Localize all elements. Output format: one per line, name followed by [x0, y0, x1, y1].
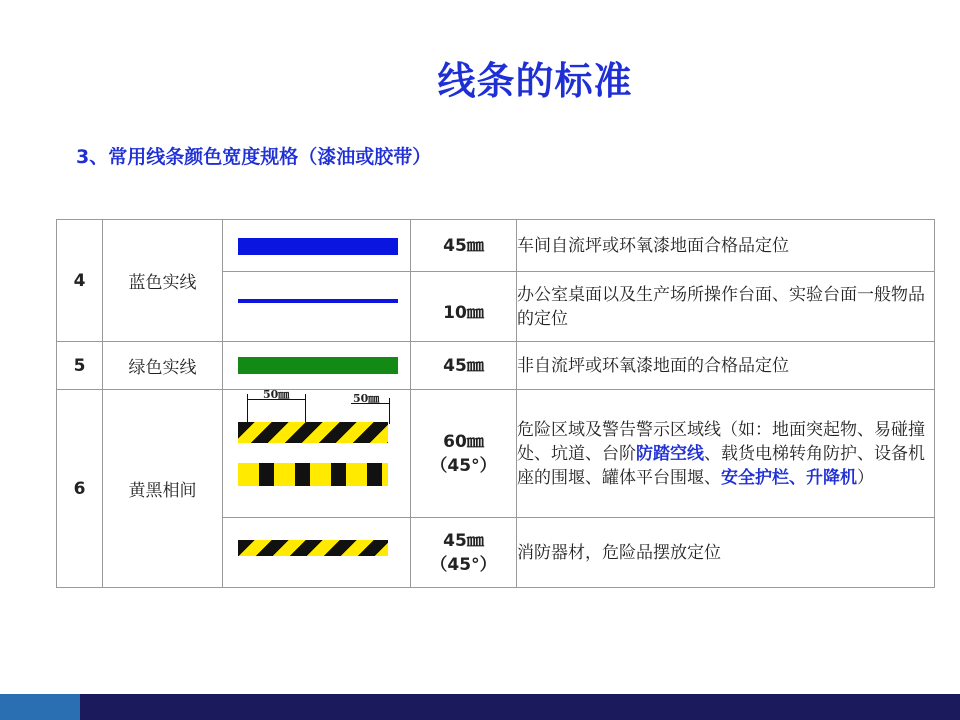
line-sample	[223, 220, 411, 272]
yellow-black-block-stripe	[238, 463, 388, 486]
dimension-label-left: 50㎜	[263, 388, 290, 401]
blue-line-45-swatch	[238, 238, 398, 255]
stripe-angle: （45°）	[430, 554, 497, 575]
line-width: 45㎜	[411, 342, 517, 390]
page-title: 线条的标准	[437, 59, 633, 103]
line-usage: 办公室桌面以及生产场所操作台面、实验台面一般物品的定位	[517, 272, 935, 342]
highlight-text: 安全护栏、升降机	[721, 467, 857, 488]
line-usage: 危险区域及警告警示区域线（如：地面突起物、易碰撞处、坑道、台阶防踏空线、载货电梯转角防护、设备机座的围堰、罐体平台围堰、安全护栏、升降机）	[517, 390, 935, 518]
dimension-tick	[247, 394, 248, 424]
line-sample	[223, 272, 411, 342]
line-type-name: 蓝色实线	[103, 220, 223, 342]
line-sample	[223, 390, 411, 518]
dimension-line-right	[351, 403, 389, 404]
footer-accent-bar	[0, 694, 80, 720]
dimension-tick	[305, 394, 306, 424]
line-spec-table	[56, 219, 935, 588]
blue-line-10-swatch	[238, 299, 398, 303]
highlight-text: 防踏空线	[636, 443, 704, 464]
line-width: 10㎜	[411, 272, 517, 342]
line-width: 45㎜ （45°）	[411, 518, 517, 588]
footer-bar	[80, 694, 960, 720]
line-usage: 车间自流坪或环氧漆地面合格品定位	[517, 220, 935, 272]
yellow-black-diagonal-stripe	[238, 540, 388, 556]
yellow-black-diagonal-stripe	[238, 422, 388, 443]
dimension-tick	[389, 398, 390, 424]
line-sample	[223, 342, 411, 390]
row-number: 6	[57, 390, 103, 588]
row-number: 5	[57, 342, 103, 390]
table-row	[57, 342, 935, 390]
line-usage: 消防器材，危险品摆放定位	[517, 518, 935, 588]
section-subtitle: 3、常用线条颜色宽度规格（漆油或胶带）	[76, 146, 432, 168]
stripe-angle: （45°）	[430, 455, 497, 476]
line-type-name: 黄黑相间	[103, 390, 223, 588]
table-row	[57, 390, 935, 518]
line-width: 45㎜	[411, 220, 517, 272]
table-row	[57, 220, 935, 272]
line-type-name: 绿色实线	[103, 342, 223, 390]
dimension-label-right: 50㎜	[353, 392, 380, 405]
line-width: 60㎜ （45°）	[411, 390, 517, 518]
line-usage: 非自流坪或环氧漆地面的合格品定位	[517, 342, 935, 390]
dimension-line-left	[247, 399, 305, 400]
line-sample	[223, 518, 411, 588]
green-line-swatch	[238, 357, 398, 374]
row-number: 4	[57, 220, 103, 342]
